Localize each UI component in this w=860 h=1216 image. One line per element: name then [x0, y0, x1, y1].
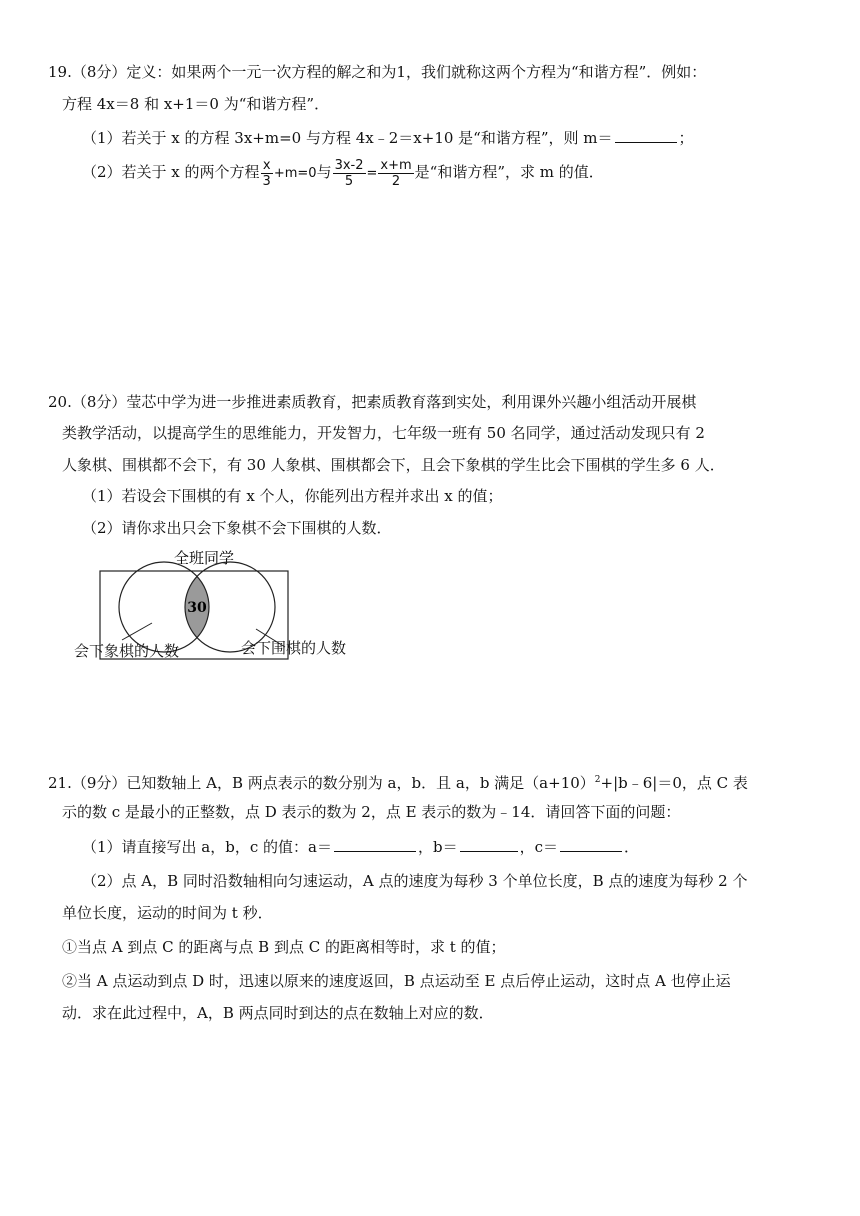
q19-part2-mid: 与: [316, 163, 332, 181]
q21-part1-end: ．: [624, 838, 640, 856]
q21-answer-c-blank[interactable]: [560, 837, 622, 852]
q21-sub1: ①当点 A 到点 C 的距离与点 B 到点 C 的距离相等时，求 t 的值；: [62, 938, 506, 956]
q21-part1: [82, 837, 639, 857]
q21-part2-line1: （2）点 A，B 同时沿数轴相向匀速运动，A 点的速度为每秒 3 个单位长度，B 点的速度为每秒 2 个: [82, 872, 748, 890]
q19-part2: [82, 152, 604, 194]
q19-part1-end: ；: [678, 129, 694, 147]
q21-part1-c: ，c＝: [519, 838, 558, 856]
q21-part1-pre: （1）请直接写出 a，b，c 的值：a＝: [82, 838, 332, 856]
venn-right-label: 会下围棋的人数: [241, 639, 347, 657]
q19-stem-line1: 19.（8分）定义：如果两个一元一次方程的解之和为1，我们就称这两个方程为“和谐方程”．例如：: [48, 63, 707, 81]
venn-left-label: 会下象棋的人数: [74, 642, 180, 660]
q21-answer-a-blank[interactable]: [334, 837, 416, 852]
q21-sub2-line2: 动．求在此过程中，A，B 两点同时到达的点在数轴上对应的数．: [62, 1004, 494, 1022]
q19-part2-post: 是“和谐方程”，求 m 的值．: [414, 163, 604, 181]
q21-stem-line1: [48, 770, 748, 793]
q21-part1-b: ，b＝: [417, 838, 458, 856]
q21-stem-line2: 示的数 c 是最小的正整数，点 D 表示的数为 2，点 E 表示的数为﹣14．请回答下面的问题：: [62, 803, 681, 821]
q21-sub2-line1: ②当 A 点运动到点 D 时，迅速以原来的速度返回，B 点运动至 E 点后停止运动，这时点 A 也停止运: [62, 972, 731, 990]
venn-center-value: 30: [187, 600, 207, 616]
q19-part1-text: （1）若关于 x 的方程 3x+m=0 与方程 4x﹣2＝x+10 是“和谐方程”，则 m＝: [82, 129, 613, 147]
q20-stem-line1: 20.（8分）莹芯中学为进一步推进素质教育，把素质教育落到实处，利用课外兴趣小组活动开展棋: [48, 393, 697, 411]
q20-stem-line3: 人象棋、围棋都不会下，有 30 人象棋、围棋都会下，且会下象棋的学生比会下围棋的学生多 6 人．: [62, 456, 725, 474]
q19-fraction-1: $\frac{x}{3}$: [262, 157, 271, 189]
q20-stem-line2: 类教学活动，以提高学生的思维能力，开发智力，七年级一班有 50 名同学，通过活动发现只有 2: [62, 424, 705, 442]
q19-fraction-3: $\frac{x+m}{2}$: [380, 157, 412, 189]
q21-answer-b-blank[interactable]: [460, 837, 518, 852]
q19-part1: [82, 128, 694, 148]
q21-stem-line1a: 21.（9分）已知数轴上 A，B 两点表示的数分别为 a，b．且 a，b 满足（a+10）: [48, 774, 595, 792]
q21-stem-line1b: +|b﹣6|＝0，点 C 表: [600, 774, 748, 792]
q20-part1: （1）若设会下围棋的有 x 个人，你能列出方程并求出 x 的值；: [82, 487, 503, 505]
q19-eq1-tail: +m=0: [273, 166, 317, 181]
q20-part2: （2）请你求出只会下象棋不会下围棋的人数．: [82, 519, 392, 537]
q19-fraction-2: $\frac{3x-2}{5}$: [334, 157, 364, 189]
q21-exponent: 2: [594, 775, 601, 785]
q19-equals: =: [366, 166, 378, 181]
q19-stem-line2: 方程 4x＝8 和 x+1＝0 为“和谐方程”．: [62, 95, 330, 113]
q19-part2-pre: （2）若关于 x 的两个方程: [82, 163, 260, 181]
venn-title: 全班同学: [173, 549, 235, 567]
q19-answer-blank[interactable]: [615, 128, 677, 143]
q21-part2-line2: 单位长度，运动的时间为 t 秒．: [62, 904, 273, 922]
